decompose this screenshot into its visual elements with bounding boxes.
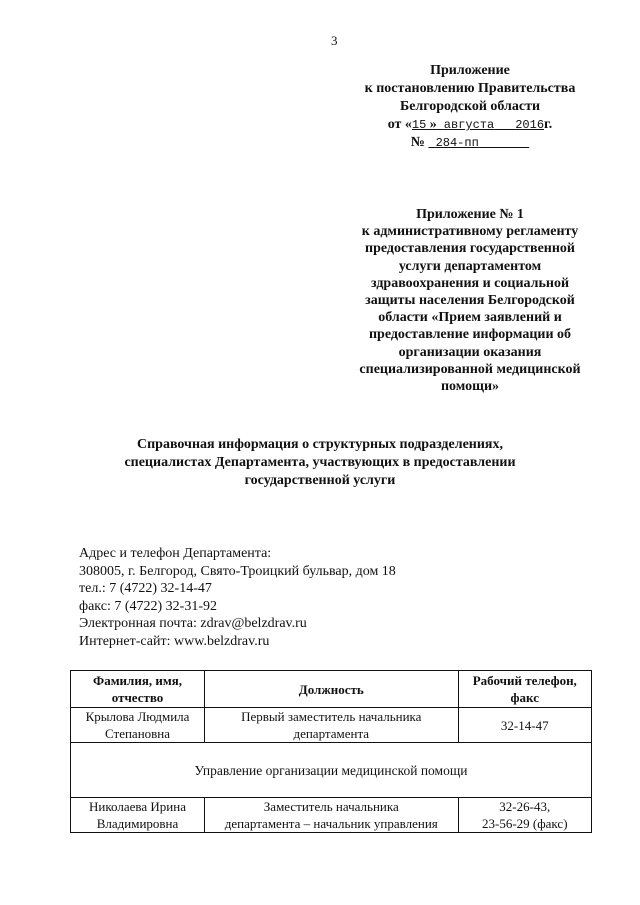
date-day: 15 <box>411 118 427 132</box>
table-row <box>71 798 592 833</box>
header-line: Приложение <box>430 63 510 78</box>
website-line: Интернет-сайт: www.belzdrav.ru <box>79 633 270 649</box>
resolution-date <box>330 116 610 134</box>
section-title: Управление организации медицинской помощи <box>71 743 592 798</box>
appendix-line: организации оказания <box>398 344 542 360</box>
page-number: 3 <box>331 33 338 48</box>
appendix-line: здравоохранения и социальной <box>370 275 570 291</box>
title-line: специалистах Департамента, участвующих в предоставлении <box>124 455 516 470</box>
cell-name: Крылова Людмила Степановна <box>71 708 205 743</box>
date-prefix: от « <box>387 117 412 132</box>
appendix-line: защиты населения Белгородской <box>365 293 575 309</box>
cell-position: Заместитель начальника департамента – начальник управления <box>205 798 459 833</box>
table-header-row <box>71 671 592 708</box>
document-title <box>80 436 560 490</box>
header-position: Должность <box>205 671 459 708</box>
table-row <box>71 708 592 743</box>
date-month: августа <box>443 118 495 132</box>
fax-line: факс: 7 (4722) 32-31-92 <box>79 598 217 614</box>
date-suffix: г. <box>544 117 553 132</box>
number-prefix: № <box>410 135 425 150</box>
appendix-line: услуги департаментом <box>398 258 542 274</box>
title-line: государственной услуги <box>244 473 396 488</box>
header-phone: Рабочий телефон, факс <box>458 671 591 708</box>
staff-table <box>70 670 592 833</box>
address-line: 308005, г. Белгород, Свято-Троицкий бульвар, дом 18 <box>79 563 396 579</box>
cell-position: Первый заместитель начальника департамента <box>205 708 459 743</box>
appendix-line: предоставление информации об <box>368 327 572 343</box>
appendix-line: области «Прием заявлений и <box>378 310 562 326</box>
header-line: Белгородской области <box>399 99 541 114</box>
resolution-header <box>330 62 610 152</box>
cell-phone: 32-26-43, 23-56-29 (факс) <box>458 798 591 833</box>
number-value: 284-пп <box>435 136 479 150</box>
date-mid: » <box>429 117 437 132</box>
appendix-line: помощи» <box>440 379 500 395</box>
title-line: Справочная информация о структурных подразделениях, <box>136 437 504 452</box>
date-year: 2016 <box>515 118 545 132</box>
appendix-line: специализированной медицинской <box>359 361 581 377</box>
header-name: Фамилия, имя, отчество <box>71 671 205 708</box>
appendix-line: Приложение № 1 <box>416 207 524 222</box>
department-contacts <box>79 545 396 650</box>
cell-phone: 32-14-47 <box>458 708 591 743</box>
phone-line: тел.: 7 (4722) 32-14-47 <box>79 581 212 596</box>
appendix-line: предоставления государственной <box>365 241 575 257</box>
appendix-header <box>330 206 610 395</box>
email-line: Электронная почта: zdrav@belzdrav.ru <box>79 616 307 631</box>
appendix-line: к административному регламенту <box>361 224 579 240</box>
contacts-heading: Адрес и телефон Департамента: <box>79 546 272 561</box>
resolution-number <box>330 134 610 152</box>
table-section-row <box>71 743 592 798</box>
cell-name: Николаева Ирина Владимировна <box>71 798 205 833</box>
header-line: к постановлению Правительства <box>364 81 576 96</box>
